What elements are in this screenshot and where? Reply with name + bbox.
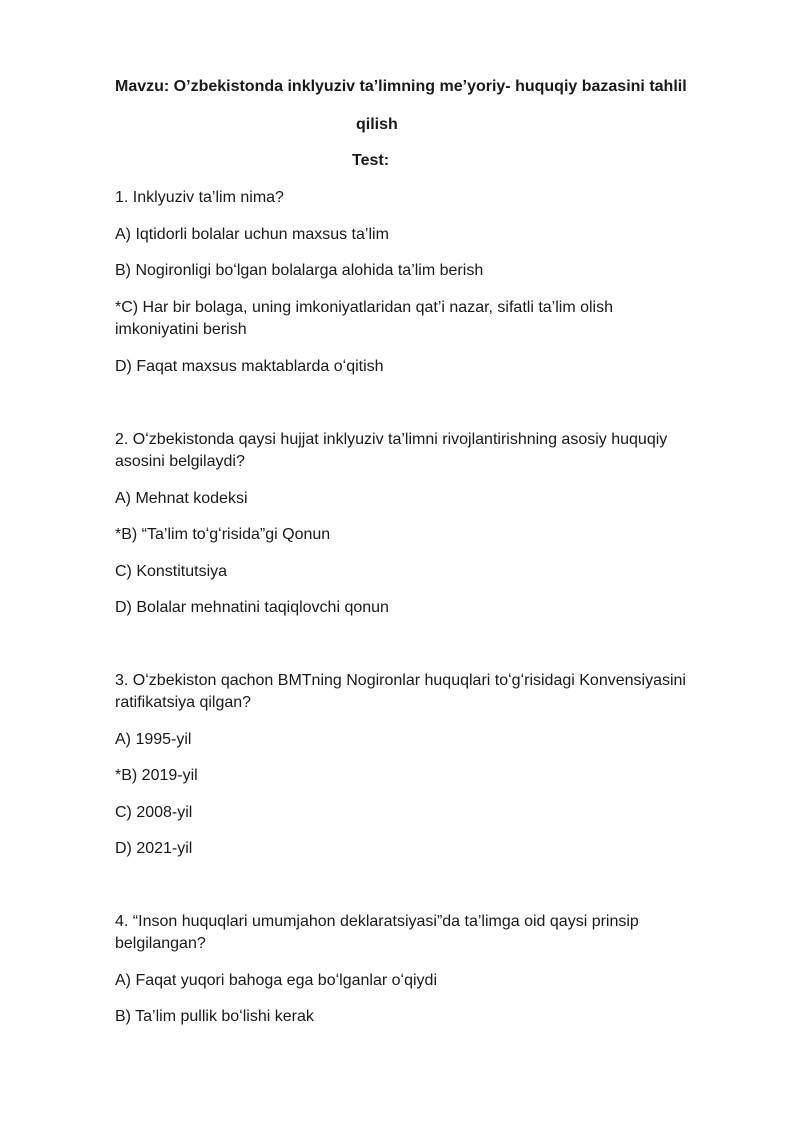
question-2-option-a: A) Mehnat kodeksi bbox=[115, 490, 248, 507]
question-3-option-c: C) 2008-yil bbox=[115, 804, 193, 821]
question-2-option-b: *B) “Ta’lim toʻgʻrisida”gi Qonun bbox=[115, 526, 331, 543]
question-1-option-b: B) Nogironligi boʻlgan bolalarga alohida ta’lim berish bbox=[115, 262, 484, 279]
question-1-option-a: A) Iqtidorli bolalar uchun maxsus ta’lim bbox=[115, 226, 389, 243]
document-title-continued: qilish bbox=[356, 116, 398, 133]
question-2-option-d: D) Bolalar mehnatini taqiqlovchi qonun bbox=[115, 599, 389, 616]
question-2-text: 2. Oʻzbekistonda qaysi hujjat inklyuziv ta’limni rivojlantirishning asosiy huquqiy bbox=[115, 431, 668, 448]
question-4-option-b: B) Ta’lim pullik boʻlishi kerak bbox=[115, 1008, 314, 1025]
question-3-text-continued: ratifikatsiya qilgan? bbox=[115, 694, 252, 711]
question-3-option-b: *B) 2019-yil bbox=[115, 767, 198, 784]
question-2-text-continued: asosini belgilaydi? bbox=[115, 453, 245, 470]
question-4-option-a: A) Faqat yuqori bahoga ega boʻlganlar oʻqiydi bbox=[115, 972, 437, 989]
question-4-text: 4. “Inson huquqlari umumjahon deklaratsiyasi”da ta’limga oid qaysi prinsip bbox=[115, 913, 639, 930]
question-2-option-c: C) Konstitutsiya bbox=[115, 563, 228, 580]
document-title: Mavzu: O’zbekistonda inklyuziv ta’limning me’yoriy- huquqiy bazasini tahlil bbox=[115, 78, 687, 95]
question-1-text: 1. Inklyuziv ta’lim nima? bbox=[115, 189, 284, 206]
question-1-option-c-continued: imkoniyatini berish bbox=[115, 321, 247, 338]
question-1-option-d: D) Faqat maxsus maktablarda oʻqitish bbox=[115, 358, 384, 375]
document-subtitle: Test: bbox=[352, 152, 390, 169]
question-3-option-d: D) 2021-yil bbox=[115, 840, 193, 857]
question-3-option-a: A) 1995-yil bbox=[115, 731, 192, 748]
question-3-text: 3. Oʻzbekiston qachon BMTning Nogironlar huquqlari toʻgʻrisidagi Konvensiyasini bbox=[115, 672, 686, 689]
question-1-option-c: *C) Har bir bolaga, uning imkoniyatlaridan qat’i nazar, sifatli ta’lim olish bbox=[115, 299, 614, 316]
question-4-text-continued: belgilangan? bbox=[115, 935, 206, 952]
